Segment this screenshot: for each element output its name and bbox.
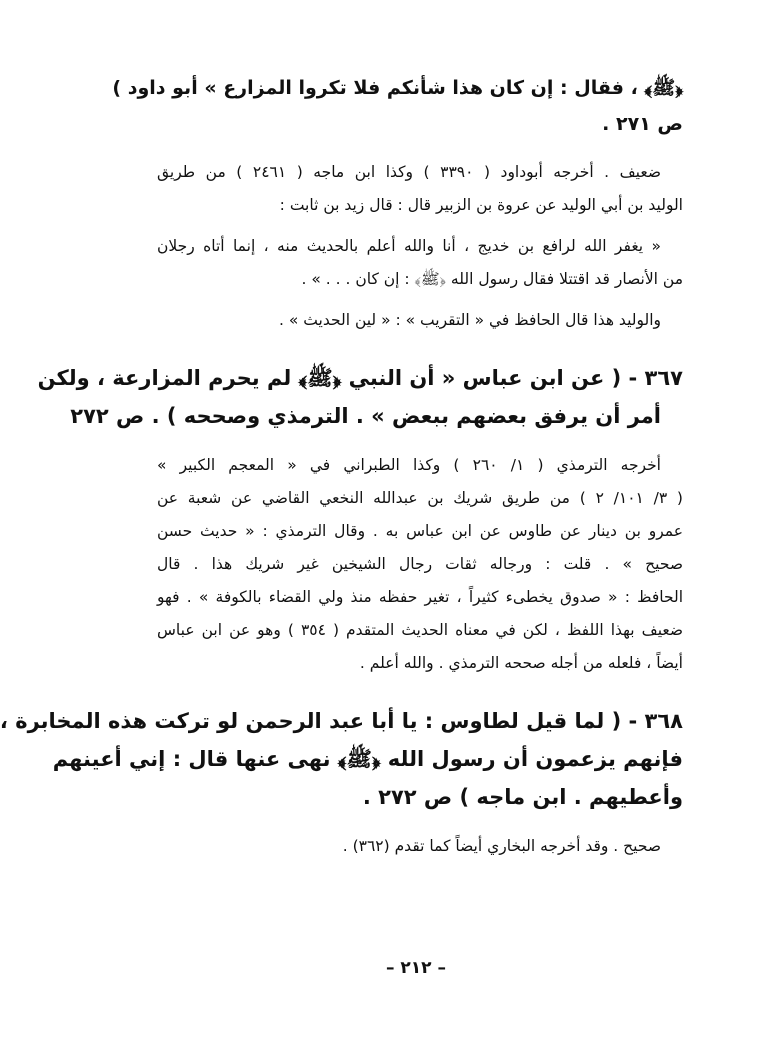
note-368-line-1: صحيح . وقد أخرجه البخاري أيضاً كما تقدم (٣٦٢) .	[342, 837, 661, 855]
intro-line-2: ص ٢٧١ .	[602, 113, 683, 135]
hadith-368	[0, 702, 683, 816]
note-366-quote-line-2: من الأنصار قد اقتتلا فقال رسول الله ﴿ﷺ﴾ : إن كان . . . » .	[301, 270, 683, 288]
hadith-368-line-1: ٣٦٨ - ( لما قيل لطاوس : يا أبا عبد الرحمن لو تركت هذه المخابرة ،	[0, 709, 683, 733]
note-366-line-1: ضعيف . أخرجه أبوداود ( ٣٣٩٠ ) وكذا ابن ماجه ( ٢٤٦١ ) من طريق	[157, 163, 661, 181]
hadith-367	[37, 359, 683, 435]
intro-block	[112, 70, 683, 142]
note-367	[157, 449, 683, 680]
page-number: – ٢١٢ –	[386, 958, 446, 978]
note-366	[157, 156, 683, 337]
note-366-closing: والوليد هذا قال الحافظ في « التقريب » : « لين الحديث » .	[279, 311, 661, 329]
note-366-line-2: الوليد بن أبي الوليد عن عروة بن الزبير قال : قال زيد بن ثابت :	[279, 196, 683, 214]
note-367-line-1: أخرجه الترمذي ( ١/ ٢٦٠ ) وكذا الطبراني في « المعجم الكبير »	[157, 456, 661, 474]
hadith-367-line-1: ٣٦٧ - ( عن ابن عباس « أن النبي ﴿ﷺ﴾ لم يحرم المزارعة ، ولكن	[37, 366, 683, 390]
hadith-368-line-3: وأعطيهم . ابن ماجه ) ص ٢٧٢ .	[362, 785, 683, 809]
note-367-line-4: صحيح » . قلت : ورجاله ثقات رجال الشيخين غير شريك هذا . قال	[157, 555, 683, 573]
note-368	[157, 830, 683, 863]
note-367-line-2: ( ٣/ ١٠١/ ٢ ) من طريق شريك بن عبدالله النخعي القاضي عن شعبة عن	[157, 489, 683, 507]
note-367-line-5: الحافظ : « صدوق يخطىء كثيراً ، تغير حفظه منذ ولي القضاء بالكوفة » . فهو	[157, 588, 683, 606]
note-366-quote-line-1: « يغفر الله لرافع بن خديج ، أنا والله أعلم بالحديث منه ، إنما أتاه رجلان	[157, 237, 661, 255]
page-body	[0, 70, 684, 863]
note-367-line-3: عمرو بن دينار عن طاوس عن ابن عباس به . وقال الترمذي : « حديث حسن	[157, 522, 683, 540]
hadith-368-line-2: فإنهم يزعمون أن رسول الله ﴿ﷺ﴾ نهى عنها قال : إني أعينهم	[52, 747, 683, 771]
note-367-line-7: أيضاً ، فلعله من أجله صححه الترمذي . والله أعلم .	[359, 654, 683, 672]
note-367-line-6: ضعيف بهذا اللفظ ، لكن في معناه الحديث المتقدم ( ٣٥٤ ) وهو عن ابن عباس	[157, 621, 684, 639]
hadith-367-line-2: أمر أن يرفق بعضهم ببعض » . الترمذي وصححه ) . ص ٢٧٢	[70, 404, 661, 428]
intro-line-1: ﴿ﷺ﴾ ، فقال : إن كان هذا شأنكم فلا تكروا المزارع » أبو داود )	[112, 77, 683, 99]
